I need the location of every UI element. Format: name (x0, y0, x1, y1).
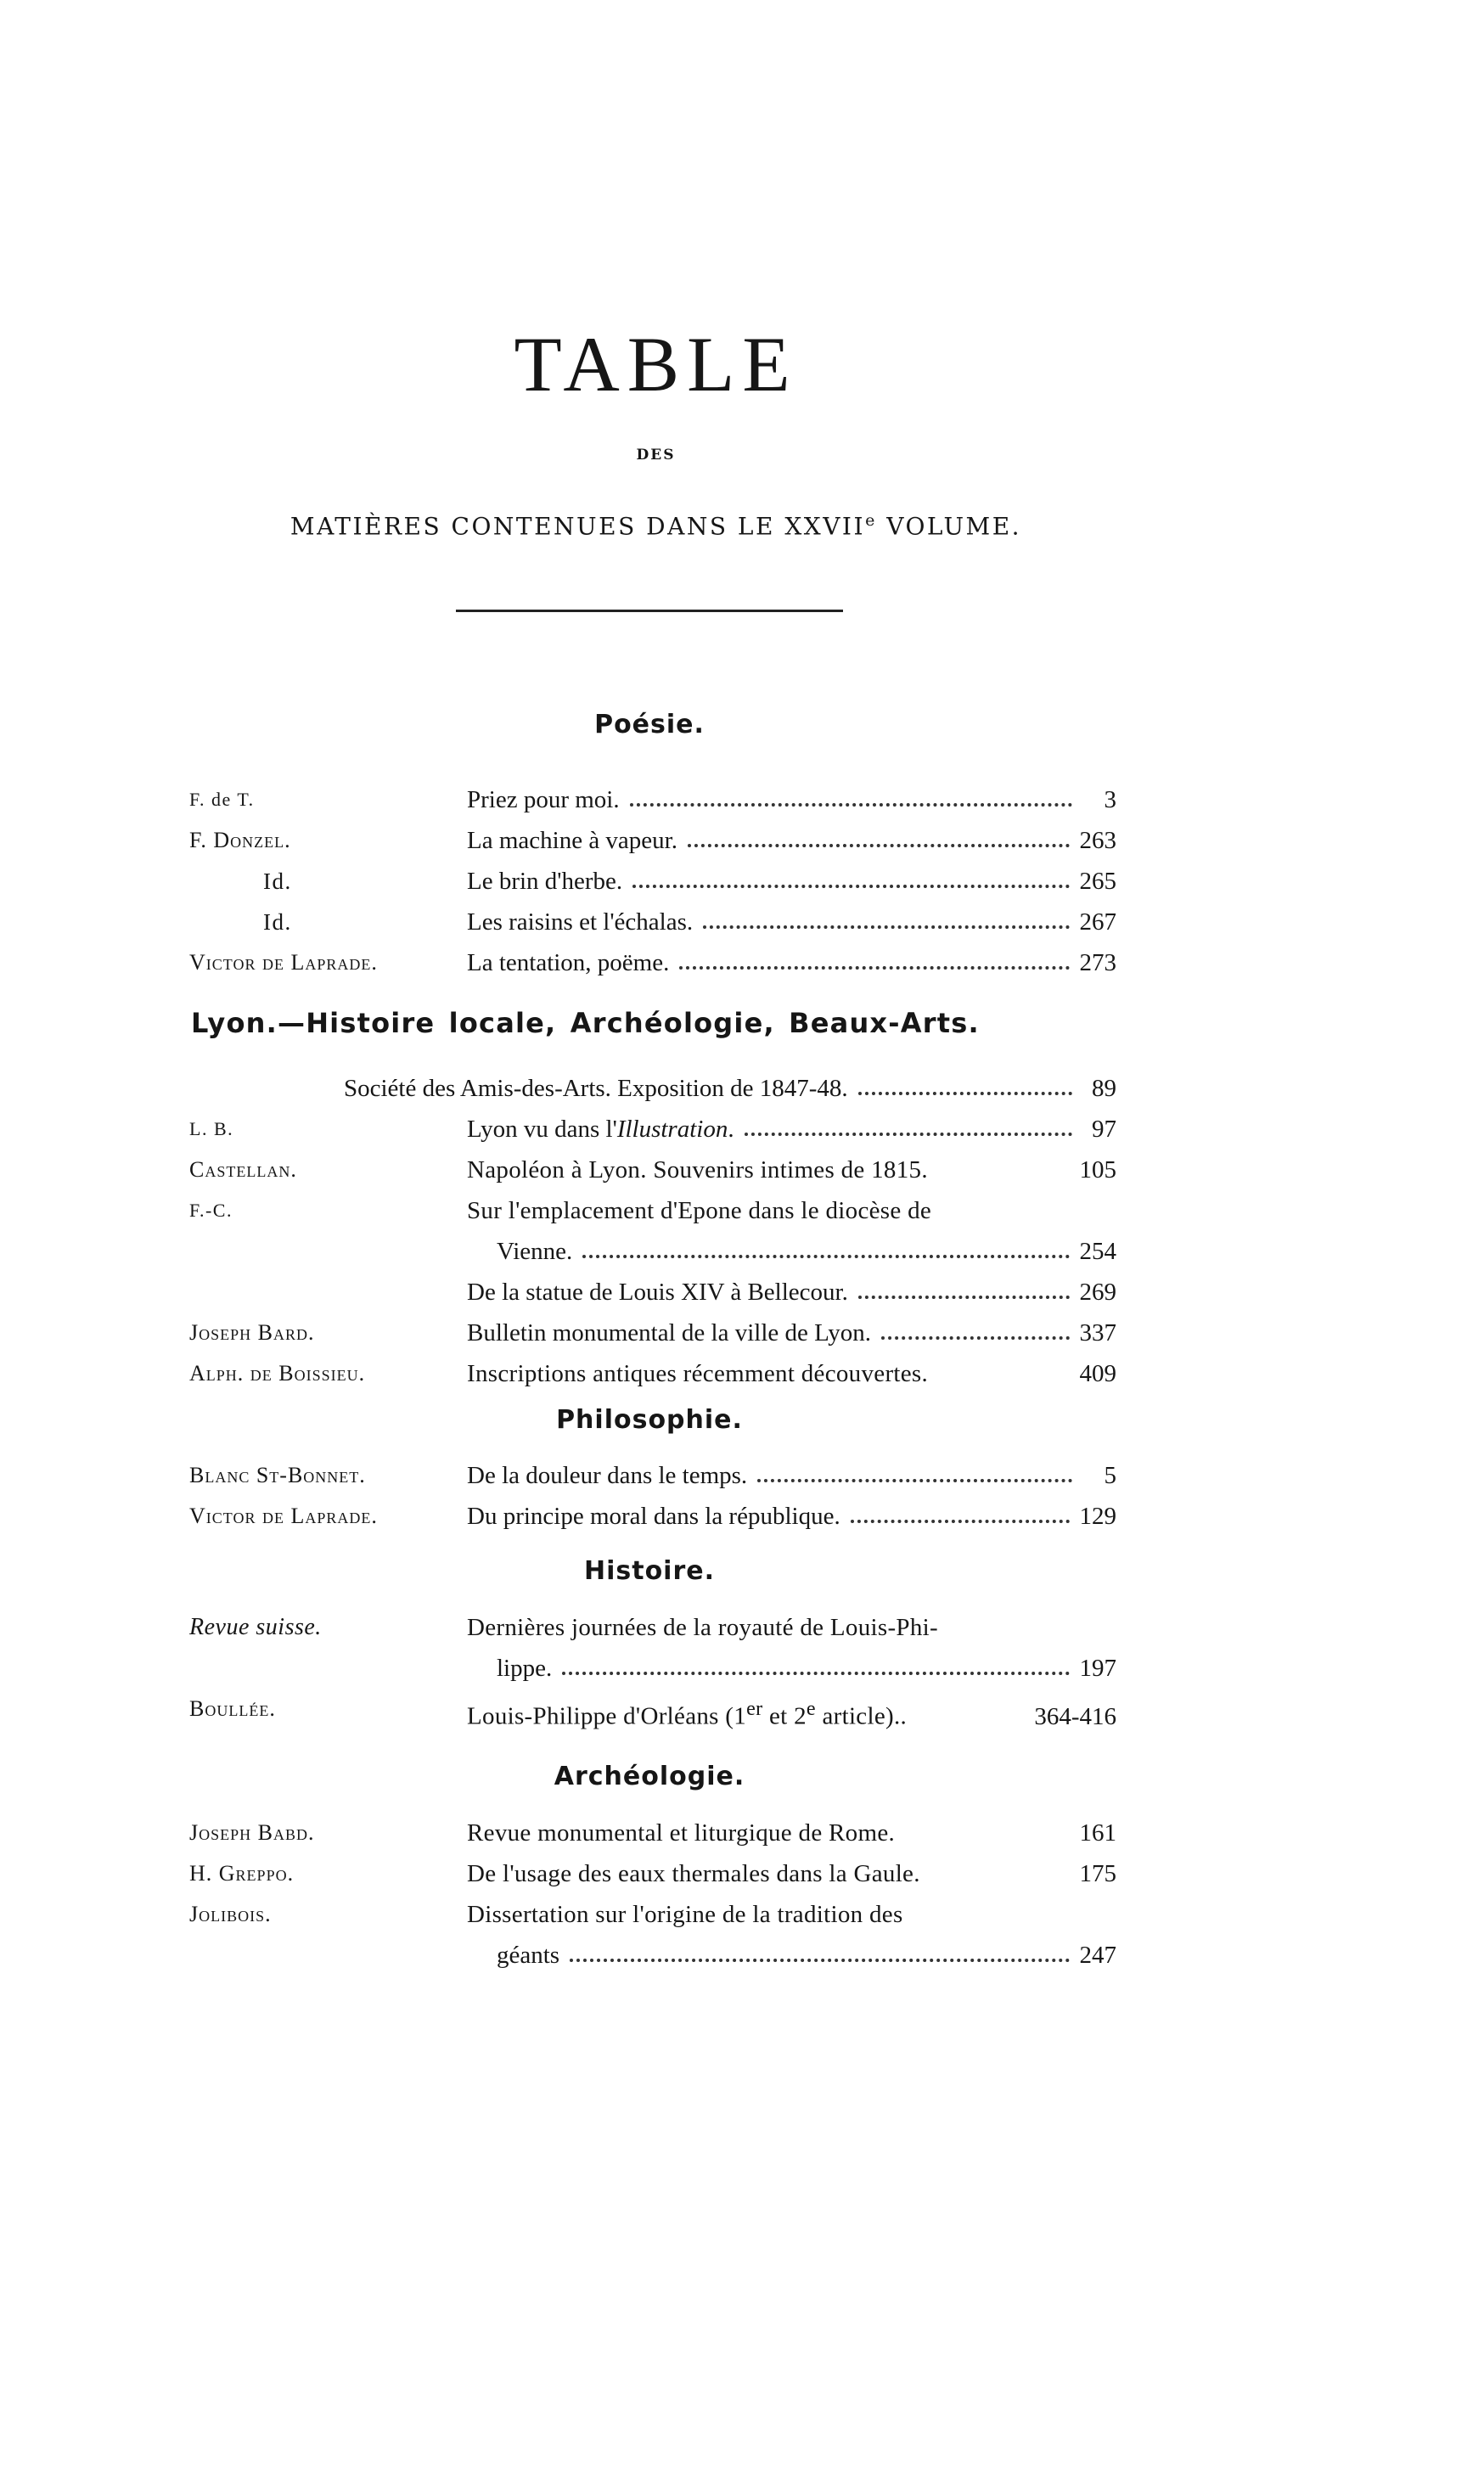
toc-title: Société des Amis-des-Arts. Exposition de 1847-48. (344, 1075, 848, 1102)
toc-row (183, 1357, 1116, 1391)
toc-page-number: 175 (1079, 1860, 1116, 1887)
toc-title-part: Louis-Philippe d'Orléans (1 (467, 1702, 747, 1730)
toc-title: Revue monumental et liturgique de Rome. (467, 1819, 896, 1847)
toc-entry (467, 1611, 1116, 1644)
section-title-poesie: Poésie. (594, 710, 705, 739)
toc-row (183, 1316, 1116, 1350)
toc-title: La tentation, poëme. (467, 949, 670, 976)
dot-leader (562, 1672, 1069, 1675)
toc-row (183, 1816, 1116, 1850)
toc-title: Vienne. (497, 1238, 573, 1265)
toc-title: De la statue de Louis XIV à Bellecour. (467, 1279, 848, 1306)
toc-title: La machine à vapeur. (467, 827, 677, 854)
toc-title-part: Lyon vu dans l' (467, 1116, 617, 1143)
toc-row (183, 1153, 1116, 1187)
toc-title-end: article).. (815, 1702, 908, 1730)
toc-title: Les raisins et l'échalas. (467, 908, 694, 936)
title-connector: DES (636, 447, 676, 464)
toc-author: F. Donzel. (189, 828, 291, 852)
toc-row (183, 1112, 1116, 1146)
toc-entry (497, 1938, 1116, 1972)
section-title-lyon: Lyon.—Histoire locale, Archéologie, Beaux-Arts. (191, 1007, 980, 1039)
toc-page-number: 3 (1104, 786, 1116, 813)
toc-page-number: 97 (1092, 1116, 1116, 1143)
toc-entry (467, 1897, 1116, 1931)
toc-page-number: 105 (1079, 1156, 1116, 1183)
toc-entry (467, 1857, 1116, 1891)
toc-row (183, 1071, 1116, 1105)
toc-row (183, 1611, 1116, 1644)
toc-title: De l'usage des eaux thermales dans la Gaule. (467, 1860, 920, 1887)
toc-title: géants (497, 1942, 560, 1969)
toc-row (183, 1651, 1116, 1685)
toc-entry (467, 1692, 1116, 1734)
toc-row (183, 946, 1116, 980)
toc-title: De la douleur dans le temps. (467, 1462, 748, 1489)
toc-row (183, 1499, 1116, 1533)
toc-title: Du principe moral dans la république. (467, 1503, 840, 1530)
subtitle-main: MATIÈRES CONTENUES DANS LE XXVII (289, 512, 866, 541)
dot-leader (688, 844, 1070, 847)
toc-page-number: 89 (1092, 1075, 1116, 1102)
toc-page-number: 161 (1079, 1819, 1116, 1847)
toc-author: Castellan. (189, 1157, 297, 1182)
dot-leader (757, 1479, 1072, 1482)
toc-row (183, 1459, 1116, 1493)
dot-leader (632, 885, 1069, 888)
toc-title (467, 1112, 734, 1146)
toc-title: Le brin d'herbe. (467, 868, 623, 895)
toc-title: Dernières journées de la royauté de Louis-Phi- (467, 1614, 938, 1641)
toc-entry (467, 1275, 1116, 1309)
toc-title-mid: et 2 (762, 1702, 807, 1730)
toc-page-number: 273 (1079, 949, 1116, 976)
toc-title-sup: er (746, 1697, 763, 1720)
toc-author: F.-C. (189, 1200, 233, 1221)
toc-entry (467, 1816, 1116, 1850)
toc-entry (467, 946, 1116, 980)
toc-page-number: 197 (1079, 1655, 1116, 1682)
subtitle-superscript: e (865, 511, 877, 530)
toc-page-number: 129 (1079, 1503, 1116, 1530)
toc-author: Revue suisse. (189, 1614, 322, 1640)
toc-title (467, 1692, 907, 1734)
toc-author: H. Greppo. (189, 1861, 295, 1886)
toc-row (183, 1938, 1116, 1972)
toc-entry (467, 1357, 1116, 1391)
toc-author: Id. (263, 869, 292, 894)
toc-entry (467, 824, 1116, 857)
toc-entry (467, 1153, 1116, 1187)
toc-row (183, 1194, 1116, 1228)
toc-page-number: 247 (1079, 1942, 1116, 1969)
toc-entry (467, 1459, 1116, 1493)
toc-row (183, 783, 1116, 817)
dot-leader (851, 1520, 1070, 1523)
toc-title: Bulletin monumental de la ville de Lyon. (467, 1319, 871, 1346)
toc-row (183, 1275, 1116, 1309)
toc-author: F. de T. (189, 789, 255, 810)
toc-page-number: 364-416 (1034, 1702, 1116, 1730)
toc-row (183, 1234, 1116, 1268)
toc-entry (467, 864, 1116, 898)
toc-page-number: 254 (1079, 1238, 1116, 1265)
dot-leader (858, 1296, 1070, 1299)
toc-title: Dissertation sur l'origine de la tradition des (467, 1901, 903, 1928)
toc-author: Boullée. (189, 1696, 276, 1721)
section-title-archeologie: Archéologie. (554, 1762, 745, 1791)
subtitle-end: VOLUME. (876, 512, 1022, 541)
toc-page-number: 267 (1079, 908, 1116, 936)
toc-entry (467, 1316, 1116, 1350)
toc-row (183, 1692, 1116, 1730)
toc-row (183, 1897, 1116, 1931)
toc-entry (467, 1194, 1116, 1228)
toc-row (183, 864, 1116, 898)
toc-page-number: 5 (1104, 1462, 1116, 1489)
toc-entry (497, 1651, 1116, 1685)
toc-title: Inscriptions antiques récemment découvertes. (467, 1360, 929, 1387)
toc-entry (467, 783, 1116, 817)
toc-author: Alph. de Boissieu. (189, 1361, 366, 1386)
toc-author: Joseph Babd. (189, 1820, 315, 1845)
title-divider (456, 610, 843, 612)
toc-page-number: 269 (1079, 1279, 1116, 1306)
toc-entry (467, 1499, 1116, 1533)
toc-page-number: 409 (1079, 1360, 1116, 1387)
toc-row (183, 824, 1116, 857)
toc-author: Jolibois. (189, 1902, 272, 1926)
dot-leader (679, 966, 1069, 970)
toc-row (183, 905, 1116, 939)
dot-leader (881, 1336, 1070, 1340)
toc-author: Joseph Bard. (189, 1320, 315, 1345)
toc-entry (467, 1112, 1116, 1146)
toc-entry (467, 905, 1116, 939)
toc-page-number: 265 (1079, 868, 1116, 895)
dot-leader (858, 1092, 1072, 1095)
toc-author: Victor de Laprade. (189, 950, 378, 975)
toc-author: Blanc St-Bonnet. (189, 1463, 366, 1487)
toc-title-end: . (728, 1116, 734, 1143)
toc-author: Victor de Laprade. (189, 1504, 378, 1528)
page-title: TABLE (514, 321, 798, 408)
toc-author: L. B. (189, 1118, 234, 1139)
toc-author: Id. (263, 909, 292, 935)
toc-title: Priez pour moi. (467, 786, 620, 813)
toc-title-italic: Illustration (616, 1116, 728, 1143)
toc-title-sup: e (806, 1697, 816, 1720)
dot-leader (745, 1133, 1072, 1136)
toc-page-number: 263 (1079, 827, 1116, 854)
dot-leader (582, 1255, 1069, 1258)
dot-leader (630, 803, 1072, 807)
dot-leader (703, 925, 1069, 929)
toc-entry (344, 1071, 1116, 1105)
page-subtitle (0, 511, 1312, 540)
section-title-histoire: Histoire. (583, 1556, 716, 1586)
toc-entry (497, 1234, 1116, 1268)
section-title-philosophie: Philosophie. (556, 1405, 743, 1435)
toc-title: Sur l'emplacement d'Epone dans le diocèse de (467, 1197, 932, 1224)
toc-title: Napoléon à Lyon. Souvenirs intimes de 1815. (467, 1156, 928, 1183)
toc-title: lippe. (497, 1655, 553, 1682)
toc-row (183, 1857, 1116, 1891)
dot-leader (570, 1959, 1069, 1962)
toc-page-number: 337 (1079, 1319, 1116, 1346)
